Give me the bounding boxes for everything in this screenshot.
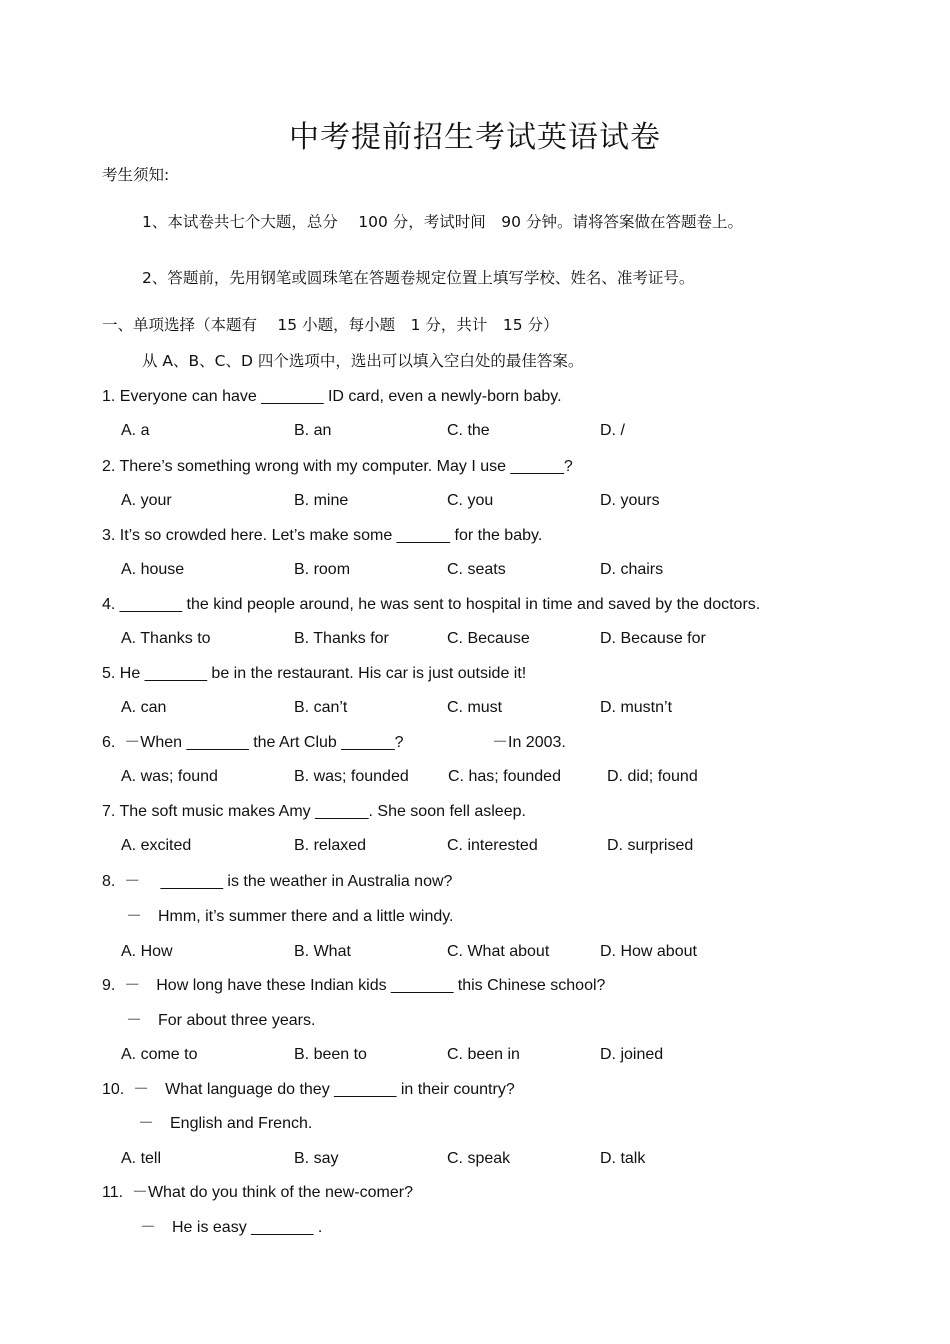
answer-line: － Hmm, it’s summer there and a little windy.	[126, 908, 454, 925]
page-title: 中考提前招生考试英语试卷	[289, 120, 661, 155]
section-instruction: 从 A、B、C、D 四个选项中，选出可以填入空白处的最佳答案。	[142, 352, 584, 370]
option-b: B. been to	[294, 1046, 367, 1063]
option-b: B. What	[294, 943, 351, 960]
option-c: C. Because	[447, 630, 530, 647]
answer-line: － He is easy _______ .	[140, 1219, 323, 1236]
question-stem: 8. － _______ is the weather in Australia now?	[102, 873, 453, 890]
option-d: D. joined	[600, 1046, 664, 1063]
option-b: B. relaxed	[294, 837, 367, 854]
notice-item-1: 1、本试卷共七个大题，总分 100 分，考试时间 90 分钟。请将答案做在答题卷上。	[142, 213, 743, 231]
option-b: B. say	[294, 1150, 339, 1167]
option-b: B. mine	[294, 492, 349, 509]
option-c: C. has; founded	[448, 768, 561, 785]
notice-item-2: 2、答题前，先用钢笔或圆珠笔在答题卷规定位置上填写学校、姓名、准考证号。	[142, 269, 695, 287]
question-stem: 6. －When _______ the Art Club ______?	[102, 734, 404, 751]
option-b: B. an	[294, 422, 332, 439]
option-d: D. did; found	[607, 768, 698, 785]
question-stem: 4. _______ the kind people around, he was sent to hospital in time and saved by the doctors.	[102, 596, 761, 613]
option-a: A. can	[121, 699, 167, 716]
option-a: A. house	[121, 561, 185, 578]
option-c: C. What about	[447, 943, 550, 960]
question-stem: 9. － How long have these Indian kids _______ this Chinese school?	[102, 977, 606, 994]
section-heading: 一、单项选择（本题有 15 小题，每小题 1 分，共计 15 分）	[102, 316, 559, 334]
option-d: D. chairs	[600, 561, 664, 578]
answer-line: － For about three years.	[126, 1012, 316, 1029]
option-d: D. surprised	[607, 837, 694, 854]
option-a: A. Thanks to	[121, 630, 211, 647]
option-c: C. must	[447, 699, 503, 716]
option-a: A. a	[121, 422, 150, 439]
question-stem: 2. There’s something wrong with my computer. May I use ______?	[102, 458, 573, 475]
option-d: D. mustn’t	[600, 699, 673, 716]
option-b: B. room	[294, 561, 351, 578]
option-d: D. Because for	[600, 630, 706, 647]
option-d: D. yours	[600, 492, 660, 509]
option-b: B. Thanks for	[294, 630, 389, 647]
option-c: C. interested	[447, 837, 538, 854]
option-b: B. was; founded	[294, 768, 409, 785]
question-stem: 11. －What do you think of the new-comer?	[102, 1184, 413, 1201]
option-c: C. been in	[447, 1046, 520, 1063]
option-c: C. you	[447, 492, 494, 509]
option-c: C. speak	[447, 1150, 511, 1167]
question-stem: 10. － What language do they _______ in their country?	[102, 1081, 515, 1098]
question-stem: 7. The soft music makes Amy ______. She soon fell asleep.	[102, 803, 526, 820]
option-a: A. excited	[121, 837, 192, 854]
notice-label: 考生须知:	[102, 166, 170, 184]
option-b: B. can’t	[294, 699, 348, 716]
option-d: D. talk	[600, 1150, 646, 1167]
option-a: A. your	[121, 492, 172, 509]
option-c: C. seats	[447, 561, 506, 578]
answer-line: －In 2003.	[492, 734, 566, 751]
option-a: A. was; found	[121, 768, 218, 785]
option-d: D. /	[600, 422, 625, 439]
option-c: C. the	[447, 422, 490, 439]
question-stem: 5. He _______ be in the restaurant. His car is just outside it!	[102, 665, 527, 682]
option-d: D. How about	[600, 943, 697, 960]
option-a: A. How	[121, 943, 173, 960]
option-a: A. come to	[121, 1046, 198, 1063]
question-stem: 3. It’s so crowded here. Let’s make some ______ for the baby.	[102, 527, 543, 544]
question-stem: 1. Everyone can have _______ ID card, even a newly-born baby.	[102, 388, 562, 405]
answer-line: － English and French.	[138, 1115, 313, 1132]
option-a: A. tell	[121, 1150, 162, 1167]
